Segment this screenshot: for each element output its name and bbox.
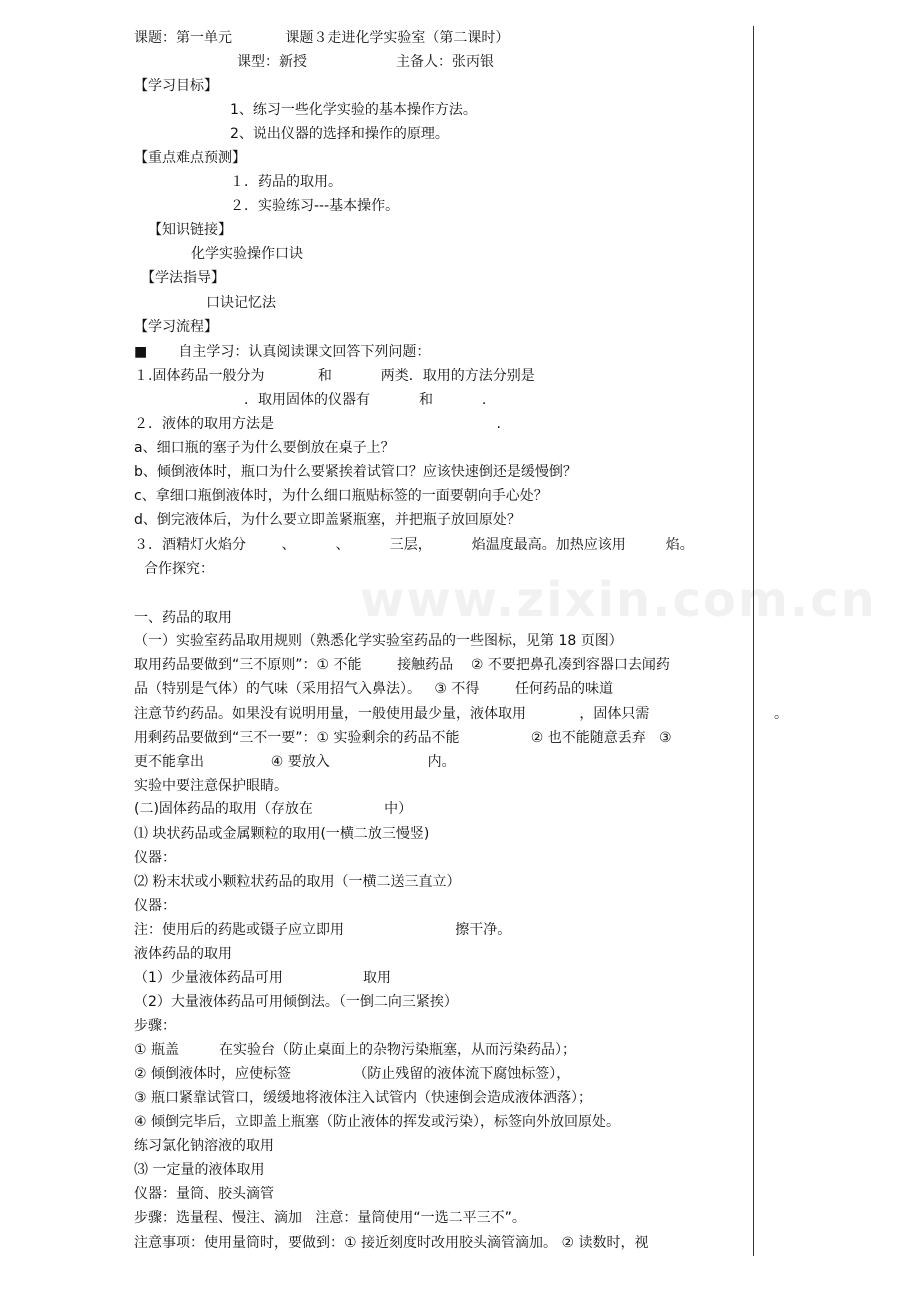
text-line: 【知识链接】 <box>148 222 232 238</box>
text-line: 仪器： <box>134 850 176 866</box>
text-line: 液体药品的取用 <box>134 946 232 962</box>
text-line: ■ 自主学习：认真阅读课文回答下列问题： <box>134 344 431 360</box>
text-line: 步骤：选量程、慢注、滴加 注意：量筒使用“一选二平三不”。 <box>134 1210 526 1226</box>
text-line: 更不能拿出 ④ 要放入 内。 <box>134 754 456 770</box>
text-line: 取用药品要做到“三不原则”：① 不能 接触药品 ② 不要把鼻孔凑到容器口去闻药 <box>134 657 670 673</box>
text-line: (二)固体药品的取用（存放在 中） <box>134 801 413 817</box>
text-line: １．药品的取用。 <box>230 174 342 190</box>
text-line: 【学习流程】 <box>134 319 218 335</box>
text-line: （一）实验室药品取用规则（熟悉化学实验室药品的一些图标，见第 18 页图） <box>134 633 623 649</box>
text-line: 品（特别是气体）的气味（采用招气入鼻法）。 ③ 不得 任何药品的味道 <box>134 681 613 697</box>
text-line: 仪器：量筒、胶头滴管 <box>134 1186 274 1202</box>
text-line: 合作探究： <box>144 561 214 577</box>
page-margin-rule <box>753 26 754 1256</box>
text-line: ⑵ 粉末状或小颗粒状药品的取用（一横二送三直立） <box>134 874 461 890</box>
text-line: １.固体药品一般分为 和 两类．取用的方法分别是 <box>134 368 535 384</box>
text-line: 步骤： <box>134 1018 176 1034</box>
text-line: ② 倾倒液体时，应使标签 （防止残留的液体流下腐蚀标签）， <box>134 1066 571 1082</box>
text-line: 课型：新授 主备人：张丙银 <box>237 54 495 70</box>
text-line: ③ 瓶口紧靠试管口，缓缓地将液体注入试管内（快速倒会造成液体洒落）； <box>134 1090 592 1106</box>
text-line: 注意事项：使用量筒时，要做到：① 接近刻度时改用胶头滴管滴加。 ② 读数时，视 <box>134 1235 649 1251</box>
text-line: 化学实验操作口诀 <box>191 246 303 262</box>
text-line: a、细口瓶的塞子为什么要倒放在桌子上？ <box>134 440 395 456</box>
text-line: 课题：第一单元 课题３走进化学实验室（第二课时） <box>134 30 510 46</box>
text-line: 用剩药品要做到“三不一要”：① 实验剩余的药品不能 ② 也不能随意丢弃 ③ <box>134 730 672 746</box>
text-line: 一、药品的取用 <box>134 610 232 626</box>
text-line: d、倒完液体后，为什么要立即盖紧瓶塞，并把瓶子放回原处？ <box>134 512 521 528</box>
text-line: 【重点难点预测】 <box>134 150 246 166</box>
text-line: 实验中要注意保护眼睛。 <box>134 778 288 794</box>
text-line: 注意节约药品。如果没有说明用量，一般使用最少量，液体取用 ，固体只需 。 <box>134 706 789 722</box>
text-line: ２．实验练习---基本操作。 <box>230 198 400 214</box>
text-line: ⑶ 一定量的液体取用 <box>134 1162 265 1178</box>
watermark: www.zixin.com.cn <box>360 572 877 628</box>
text-line: 练习氯化钠溶液的取用 <box>134 1138 274 1154</box>
text-line: 【学习目标】 <box>134 78 218 94</box>
text-line: 1、练习一些化学实验的基本操作方法。 <box>230 102 477 118</box>
text-line: ④ 倾倒完毕后，立即盖上瓶塞（防止液体的挥发或污染），标签向外放回原处。 <box>134 1114 620 1130</box>
text-line: ① 瓶盖 在实验台（防止桌面上的杂物污染瓶塞，从而污染药品）； <box>134 1042 577 1058</box>
text-line: 仪器： <box>134 898 176 914</box>
text-line: b、倾倒液体时，瓶口为什么要紧挨着试管口？应该快速倒还是缓慢倒？ <box>134 464 577 480</box>
text-line: ３．酒精灯火焰分 、 、 三层， 焰温度最高。加热应该用 焰。 <box>134 537 694 553</box>
text-line: ．取用固体的仪器有 和 . <box>244 392 487 408</box>
text-line: c、拿细口瓶倒液体时，为什么细口瓶贴标签的一面要朝向手心处？ <box>134 488 548 504</box>
text-line: 2、说出仪器的选择和操作的原理。 <box>230 126 449 142</box>
text-line: ２．液体的取用方法是 . <box>134 416 501 432</box>
text-line: ⑴ 块状药品或金属颗粒的取用(一横二放三慢竖) <box>134 826 430 842</box>
text-line: 口诀记忆法 <box>206 295 276 311</box>
text-line: 注：使用后的药匙或镊子应立即用 擦干净。 <box>134 922 512 938</box>
text-line: 【学法指导】 <box>141 270 225 286</box>
text-line: （1）少量液体药品可用 取用 <box>134 970 392 986</box>
text-line: （2）大量液体药品可用倾倒法。（一倒二向三紧挨） <box>134 994 458 1010</box>
